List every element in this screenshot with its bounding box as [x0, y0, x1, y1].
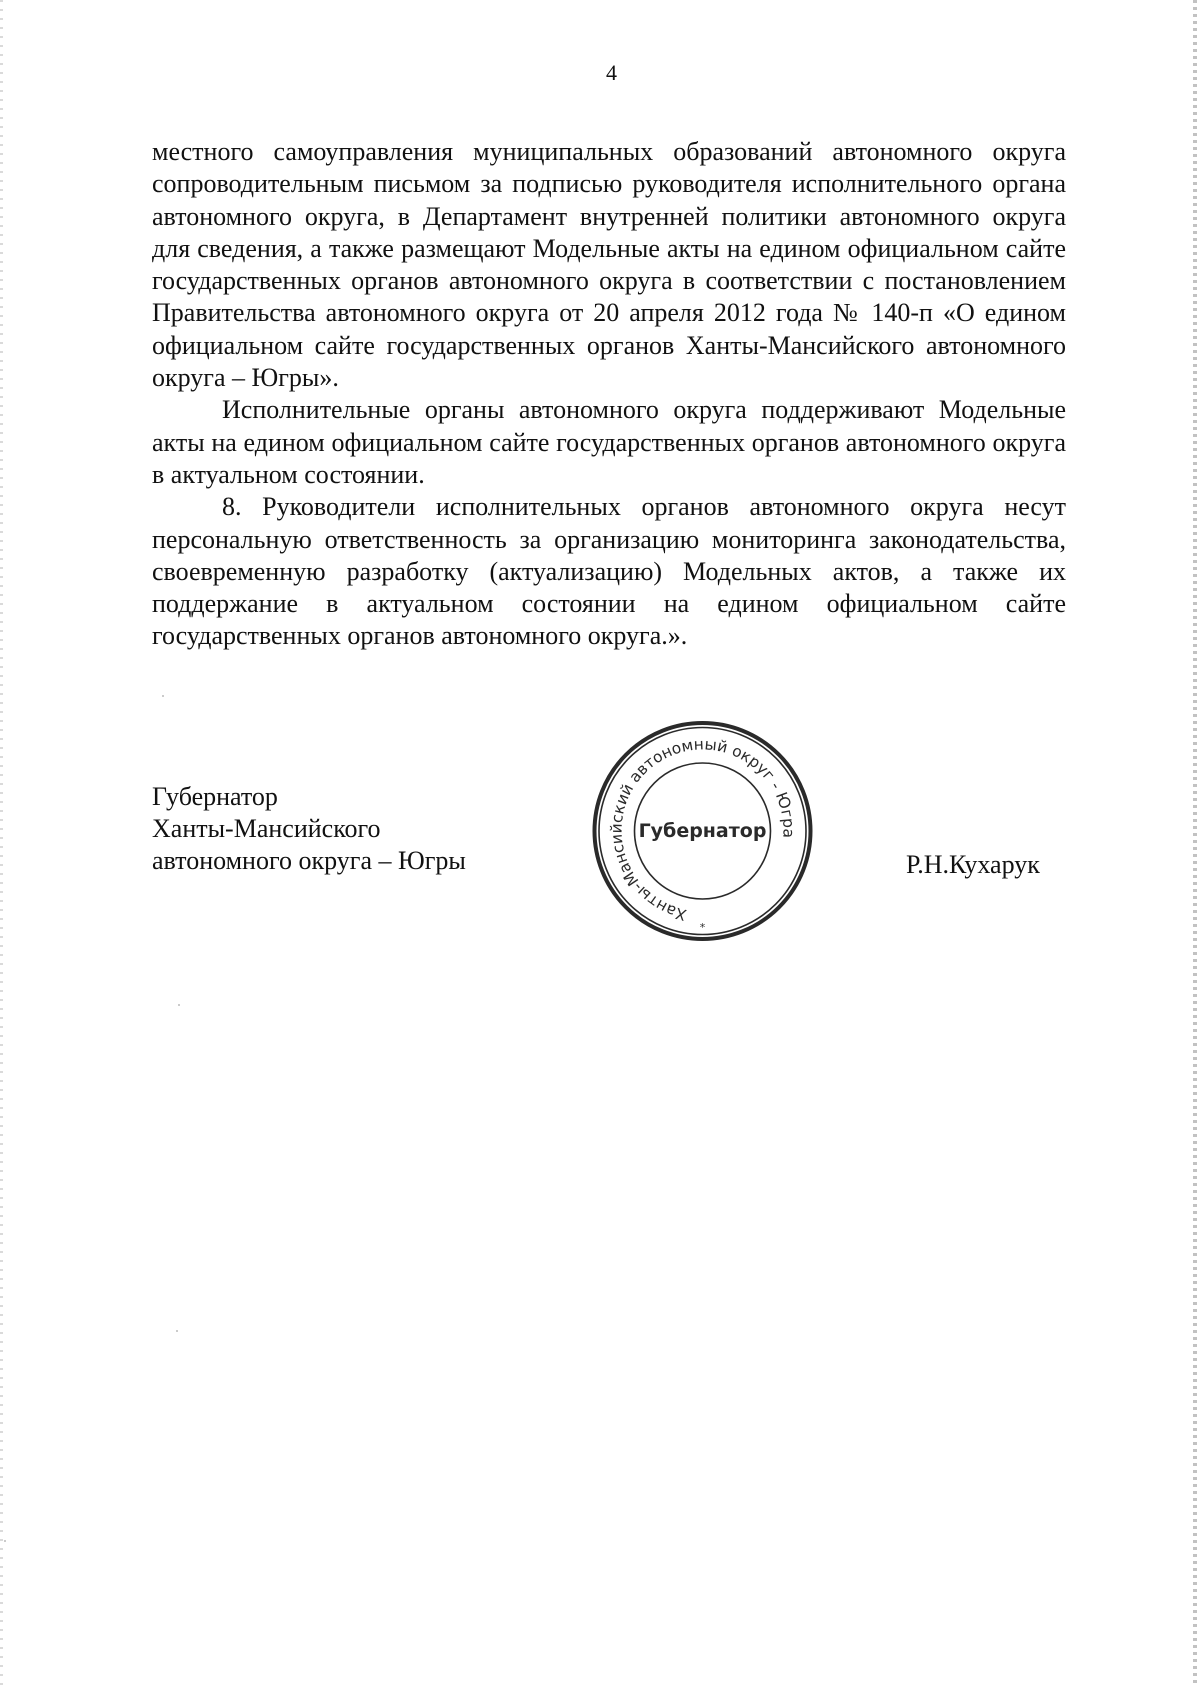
- scan-edge-left: [0, 0, 3, 1686]
- scan-speck: [4, 1540, 6, 1542]
- paragraph-item-8: 8. Руководители исполнительных органов автономного округа несут персональную ответственность за организацию мониторинга законодательства, своевременную разработку (актуализацию) Модельных актов, а также их поддержание в актуальном состоянии на едином официальном сайте государственных органов автономного округа.».: [152, 492, 1066, 651]
- signatory-position-line: Ханты-Мансийского: [152, 814, 381, 843]
- seal-center-text: Губернатор: [638, 820, 767, 842]
- seal-star: *: [699, 921, 706, 934]
- signatory-name: Р.Н.Кухарук: [906, 850, 1040, 879]
- page-number: 4: [606, 60, 617, 85]
- signatory-position-line: Губернатор: [152, 782, 278, 811]
- scan-speck: [178, 1004, 180, 1006]
- paragraph-support: Исполнительные органы автономного округа поддерживают Модельные акты на едином официальном сайте государственных органов автономного округа в актуальном состоянии.: [152, 395, 1066, 489]
- seal-ring-text: Ханты-Мансийский автономный округ - Югра: [607, 735, 798, 924]
- signatory-position-line: автономного округа – Югры: [152, 846, 466, 875]
- scan-speck: [176, 1330, 178, 1332]
- scan-speck: [162, 695, 164, 697]
- paragraph-continuation: местного самоуправления муниципальных образований автономного округа сопроводительным письмом за подписью руководителя исполнительного органа автономного округа, в Департамент внутренней политики автономного округа для сведения, а также размещают Модельные акты на едином официальном сайте государственных органов автономного округа в соответствии с постановлением Правительства автономного округа от 20 апреля 2012 года № 140-п «О едином официальном сайте государственных органов Ханты-Мансийского автономного округа – Югры».: [152, 137, 1066, 393]
- scan-edge-right: [1193, 0, 1197, 1686]
- document-body: [152, 136, 1066, 653]
- signatory-position: [152, 781, 466, 877]
- official-seal: [590, 718, 815, 944]
